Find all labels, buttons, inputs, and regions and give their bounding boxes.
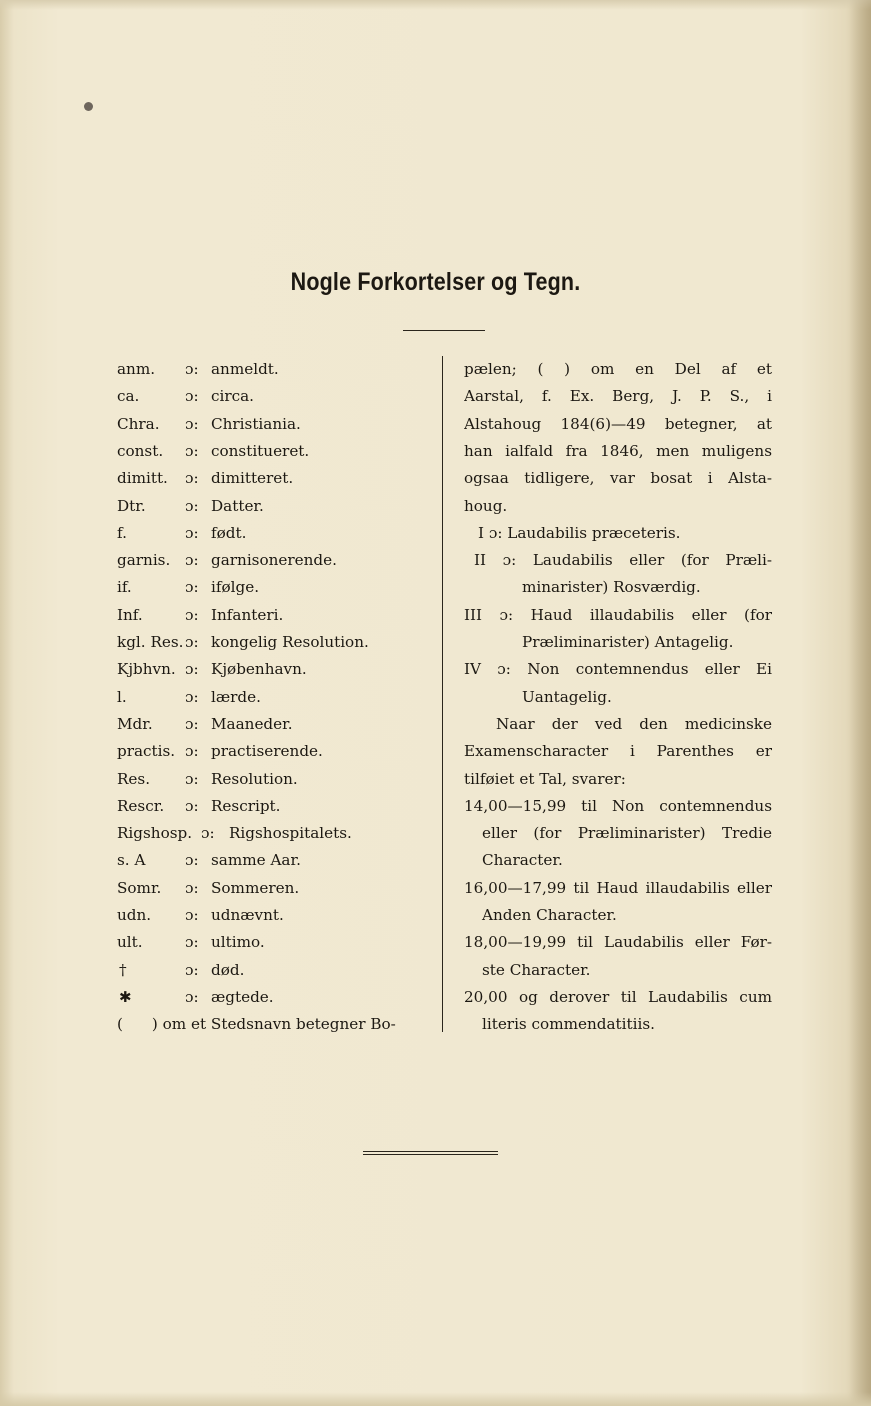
abbreviation-term: f. [117,523,127,542]
explanation-line: ste Character. [482,960,591,979]
abbreviation-term: Dtr. [117,496,146,515]
abbreviation-meaning: Christiania. [211,414,301,433]
column-divider [442,356,443,1032]
abbreviation-meaning: Rescript. [211,796,281,815]
abbreviation-term: Inf. [117,605,143,624]
page-right-edge-shadow [849,0,871,1406]
explanation-line: han ialfald fra 1846, men muligens [464,441,772,460]
abbreviation-term: s. A [117,851,146,870]
page-bottom-shadow [0,1392,871,1406]
end-double-rule [363,1151,498,1155]
abbreviation-meaning: kongelig Resolution. [211,633,369,651]
abbreviation-term: Kjbhvn. [117,660,176,679]
abbreviation-meaning: constitueret. [211,441,310,460]
abbreviation-meaning: Maaneder. [211,714,293,733]
explanation-line: Anden Character. [482,906,617,924]
abbreviation-separator: ɔ: [185,578,199,597]
abbreviation-meaning: circa. [211,387,255,406]
abbreviation-separator: ɔ: [185,933,199,952]
abbreviation-separator: ɔ: [185,878,199,897]
explanation-line: Character. [482,851,563,870]
abbreviation-separator: ɔ: [185,742,199,761]
abbreviation-term: Rescr. [117,796,165,815]
abbreviation-meaning: født. [211,523,247,542]
abbreviation-meaning: anmeldt. [211,360,279,378]
abbreviation-separator: ɔ: [185,769,199,788]
abbreviation-term: Rigshosp. [117,824,193,843]
abbreviation-meaning: ægtede. [211,987,274,1006]
abbreviation-separator: ɔ: [185,960,199,979]
abbreviation-term: anm. [117,360,156,378]
abbreviation-meaning: Resolution. [211,769,298,788]
abbreviation-separator: ɔ: [185,469,199,488]
abbreviation-term: kgl. Res. [117,633,184,651]
abbreviation-separator: ɔ: [185,387,199,406]
explanation-line: Examenscharacter i Parenthes er [464,742,772,761]
abbreviation-meaning: Datter. [211,496,264,515]
abbreviation-term: ca. [117,387,140,406]
abbreviation-separator: ɔ: [185,906,199,924]
abbreviation-meaning: Kjøbenhavn. [211,660,307,679]
abbreviation-term: garnis. [117,551,171,570]
abbreviation-separator: ɔ: [185,360,199,378]
abbreviation-term: † [119,960,127,979]
abbreviation-meaning: død. [211,960,245,979]
explanation-line: minarister) Rosværdig. [522,578,701,597]
abbreviation-separator: ɔ: [185,796,199,815]
abbreviation-separator: ɔ: [185,660,199,679]
abbreviation-term: Mdr. [117,714,153,733]
abbreviation-separator: ɔ: [185,714,199,733]
abbreviation-meaning: ifølge. [211,578,260,597]
page-top-shadow [0,0,871,10]
abbreviation-term: if. [117,578,132,597]
abbreviation-separator: ɔ: [185,551,199,570]
abbreviation-separator: ɔ: [185,441,199,460]
abbreviation-meaning: udnævnt. [211,906,284,924]
explanation-line: III ɔ: Haud illaudabilis eller (for [464,605,772,624]
explanation-line: IV ɔ: Non contemnendus eller Ei [464,660,772,679]
abbreviation-separator: ɔ: [185,633,199,651]
explanation-line: pælen; ( ) om en Del af et [464,360,772,378]
explanation-line: Alstahoug 184(6)—49 betegner, at [464,414,772,433]
abbreviation-separator: ɔ: [185,496,199,515]
abbreviation-term: practis. [117,742,176,761]
abbreviation-separator: ɔ: [185,987,199,1006]
abbreviation-separator: ɔ: [185,687,199,706]
ink-spot [84,102,93,111]
abbreviation-term: Somr. [117,878,162,897]
abbreviation-meaning: samme Aar. [211,851,301,870]
abbreviation-meaning: Sommeren. [211,878,300,897]
explanation-line: Præliminarister) Antagelig. [522,633,734,651]
explanation-line: eller (for Præliminarister) Tredie [482,824,772,843]
abbreviation-term: ult. [117,933,143,952]
explanation-line: 20,00 og derover til Laudabilis cum [464,987,772,1006]
explanation-line: 18,00—19,99 til Laudabilis eller Før- [464,933,772,952]
explanation-line: I ɔ: Laudabilis præceteris. [478,523,681,542]
explanation-line: ogsaa tidligere, var bosat i Alsta- [464,469,772,488]
explanation-line: II ɔ: Laudabilis eller (for Præli- [474,551,772,570]
abbreviation-term: Res. [117,769,151,788]
explanation-line: tilføiet et Tal, svarer: [464,769,626,788]
abbreviation-meaning: practiserende. [211,742,323,761]
title-rule [403,330,485,331]
explanation-line: 14,00—15,99 til Non contemnendus [464,796,772,815]
left-footer-text: ( ) om et Stedsnavn betegner Bo- [117,1015,396,1034]
abbreviation-term: Chra. [117,414,160,433]
abbreviation-term: dimitt. [117,469,168,488]
explanation-line: Naar der ved den medicinske [496,714,772,733]
explanation-line: literis commendatitiis. [482,1015,655,1034]
abbreviation-meaning: garnisonerende. [211,551,337,570]
abbreviation-separator: ɔ: [201,824,215,843]
abbreviation-term: ✱ [119,987,132,1006]
abbreviation-meaning: dimitteret. [211,469,294,488]
explanation-line: houg. [464,496,508,515]
abbreviation-term: const. [117,441,164,460]
abbreviation-separator: ɔ: [185,851,199,870]
abbreviation-meaning: lærde. [211,687,261,706]
abbreviation-separator: ɔ: [185,605,199,624]
explanation-line: 16,00—17,99 til Haud illaudabilis eller [464,878,772,897]
explanation-line: Aarstal, f. Ex. Berg, J. P. S., i [464,387,772,406]
abbreviation-separator: ɔ: [185,414,199,433]
abbreviation-term: l. [117,687,127,706]
abbreviation-meaning: Infanteri. [211,605,284,624]
abbreviation-meaning: ultimo. [211,933,265,952]
abbreviation-separator: ɔ: [185,523,199,542]
explanation-line: Uantagelig. [522,687,612,706]
abbreviation-term: udn. [117,906,152,924]
abbreviation-meaning: Rigshospitalets. [229,824,352,843]
page-title: Nogle Forkortelser og Tegn. [290,268,581,296]
